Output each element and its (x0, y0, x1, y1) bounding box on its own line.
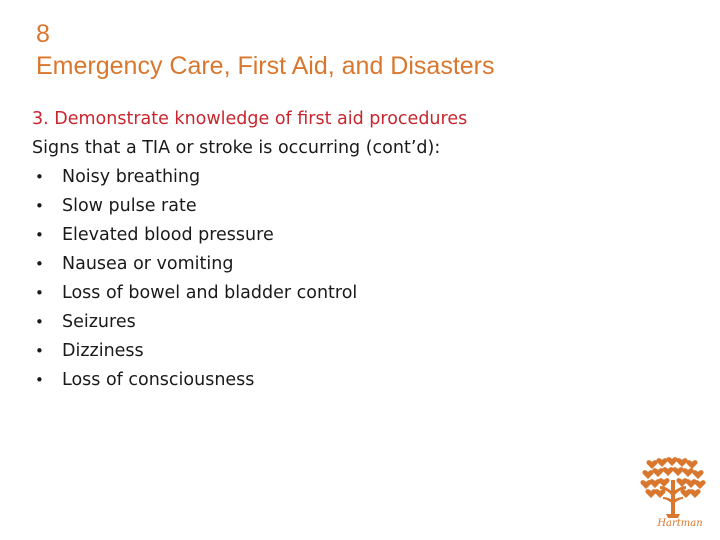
list-item-text: Loss of bowel and bladder control (62, 283, 358, 303)
list-item-text: Loss of consciousness (62, 370, 255, 390)
bullet-icon: • (35, 255, 44, 273)
list-item-text: Nausea or vomiting (62, 254, 234, 274)
chapter-title: Emergency Care, First Aid, and Disasters (36, 52, 495, 80)
list-item (32, 337, 467, 366)
bullet-icon: • (35, 197, 44, 215)
intro-text: Signs that a TIA or stroke is occurring (cont’d): (32, 138, 441, 158)
list-item (32, 308, 467, 337)
list-item (32, 279, 467, 308)
list-item-text: Noisy breathing (62, 167, 201, 187)
list-item (32, 163, 467, 192)
list-item-text: Slow pulse rate (62, 196, 197, 216)
bullet-icon: • (35, 313, 44, 331)
bullet-icon: • (35, 371, 44, 389)
list-item (32, 366, 467, 395)
chapter-number: 8 (36, 20, 50, 48)
list-item-text: Seizures (62, 312, 136, 332)
brand-logo-text: Hartman (657, 518, 703, 529)
list-item (32, 221, 467, 250)
learning-objective: 3. Demonstrate knowledge of first aid procedures (32, 109, 468, 129)
bullet-icon: • (35, 284, 44, 302)
list-item-text: Dizziness (62, 341, 144, 361)
list-item (32, 250, 467, 279)
list-item-text: Elevated blood pressure (62, 225, 274, 245)
bullet-icon: • (35, 226, 44, 244)
bullet-list (32, 163, 467, 395)
slide-body (32, 105, 467, 395)
slide-title (36, 18, 495, 82)
list-item (32, 192, 467, 221)
bullet-icon: • (35, 342, 44, 360)
bullet-icon: • (35, 168, 44, 186)
